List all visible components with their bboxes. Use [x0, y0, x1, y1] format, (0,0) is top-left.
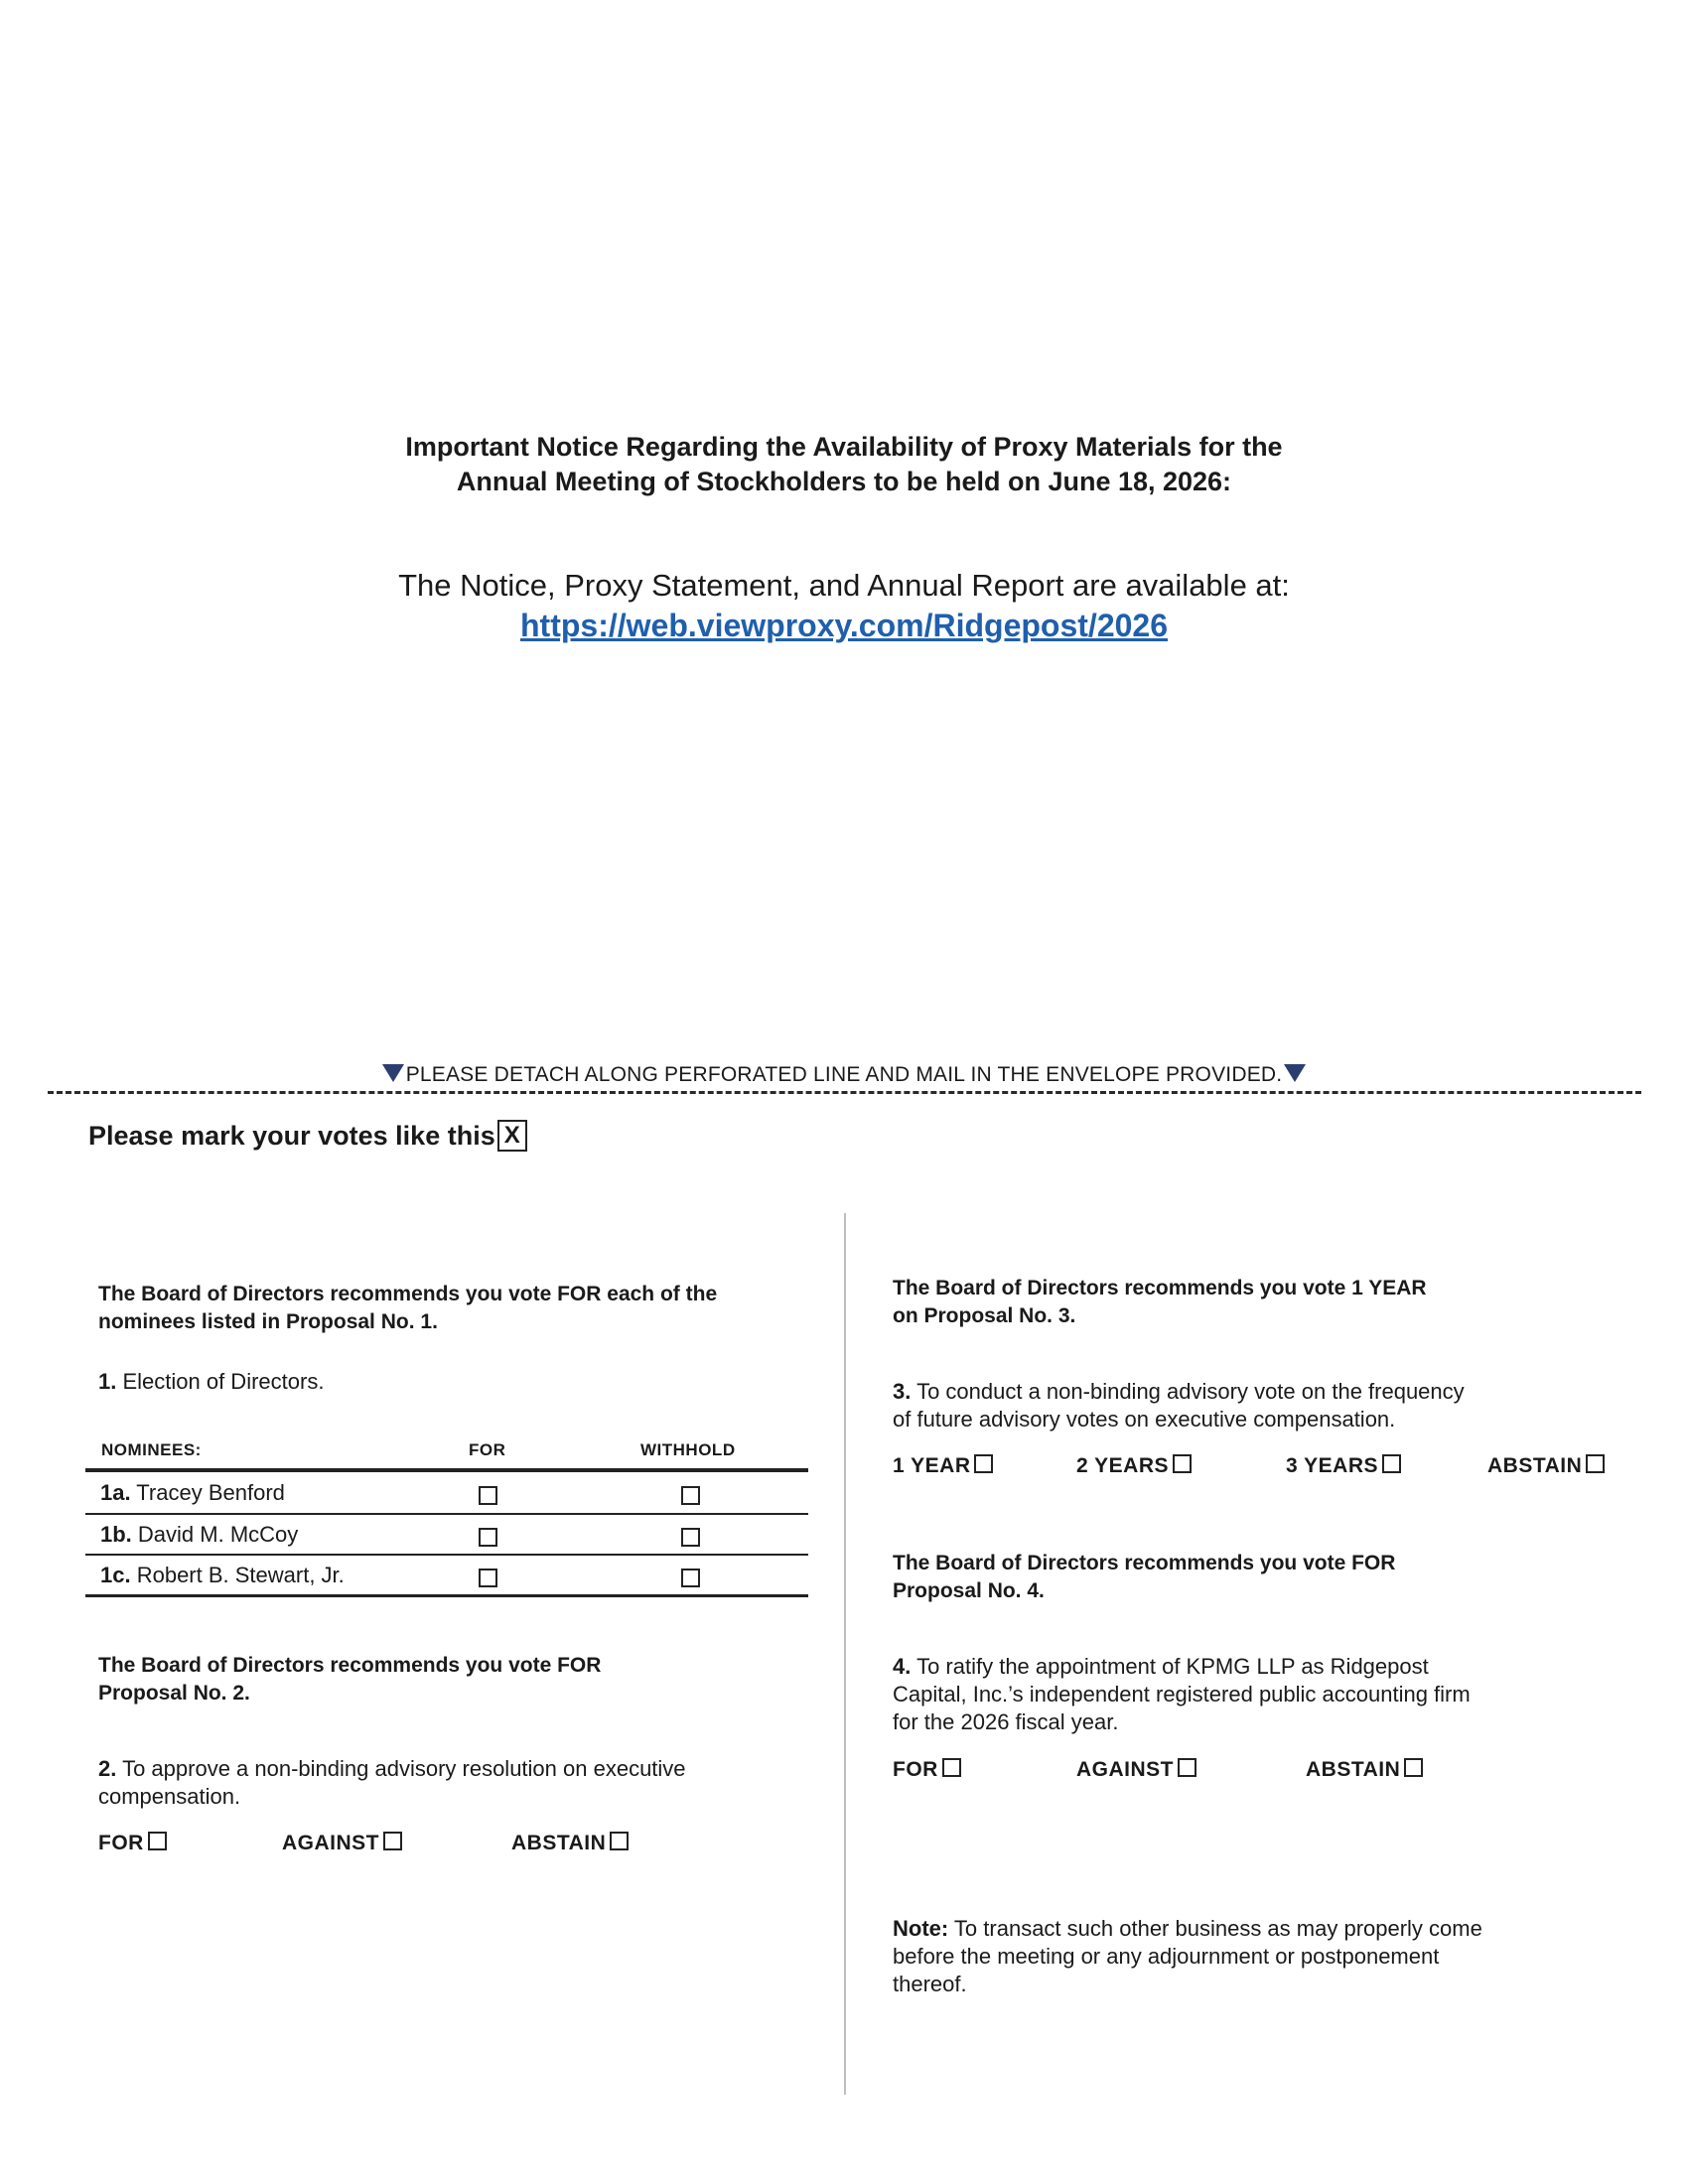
- option-label: 2 YEARS: [1076, 1454, 1169, 1477]
- nominee-1b-for-checkbox[interactable]: [479, 1528, 497, 1547]
- proposal4-text-line3: for the 2026 fiscal year.: [893, 1709, 1119, 1734]
- nominee-name: Robert B. Stewart, Jr.: [130, 1563, 345, 1587]
- option-label: ABSTAIN: [1306, 1758, 1401, 1781]
- note-line1: To transact such other business as may properly come: [948, 1916, 1482, 1941]
- option-label: ABSTAIN: [1487, 1454, 1583, 1477]
- proposal1-title: [98, 1368, 324, 1396]
- table-row: [85, 1555, 808, 1595]
- proposal3-text-line1: To conduct a non-binding advisory vote on the frequency: [911, 1379, 1465, 1404]
- proposal4-abstain-checkbox[interactable]: [1404, 1758, 1423, 1777]
- proposal2-for-checkbox[interactable]: [148, 1832, 167, 1850]
- proposal4-rec-line2: Proposal No. 4.: [893, 1579, 1045, 1602]
- note-line2: before the meeting or any adjournment or postponement: [893, 1944, 1440, 1969]
- proposal3-option-abstain[interactable]: [1487, 1454, 1605, 1478]
- table-bottom-rule: [85, 1594, 808, 1597]
- notice-title-line2: Annual Meeting of Stockholders to be held on June 18, 2026:: [456, 467, 1232, 496]
- proxy-materials-link[interactable]: https://web.viewproxy.com/Ridgepost/2026: [520, 608, 1168, 643]
- proposal3-option-3-years[interactable]: [1286, 1454, 1401, 1478]
- proposal2-abstain-checkbox[interactable]: [610, 1832, 629, 1850]
- proposal2-option-for[interactable]: [98, 1832, 167, 1855]
- proposal4-option-against[interactable]: [1076, 1758, 1196, 1782]
- proposal1-number: 1.: [98, 1369, 117, 1394]
- nominee-id: 1b.: [100, 1522, 132, 1547]
- proposal1-rec-line2: nominees listed in Proposal No. 1.: [98, 1310, 438, 1333]
- table-row: [85, 1472, 808, 1513]
- nominee-1a-for-checkbox[interactable]: [479, 1486, 497, 1505]
- nominee-1a-withhold-checkbox[interactable]: [681, 1486, 700, 1505]
- proposal2-rec-line1: The Board of Directors recommends you vote FOR: [98, 1654, 602, 1677]
- proposal3-rec-line2: on Proposal No. 3.: [893, 1304, 1076, 1327]
- proposal3-number: 3.: [893, 1379, 912, 1404]
- option-label: ABSTAIN: [511, 1832, 607, 1854]
- perforated-line: [48, 1091, 1641, 1094]
- proposal4-rec-line1: The Board of Directors recommends you vote FOR: [893, 1552, 1396, 1574]
- option-label: 1 YEAR: [893, 1454, 971, 1477]
- proposal2-text-line1: To approve a non-binding advisory resolution on executive: [116, 1756, 686, 1781]
- proposal3-option-1-year[interactable]: [893, 1454, 993, 1478]
- detach-instruction: [298, 1063, 1390, 1087]
- table-row: [85, 1514, 808, 1555]
- proposal3-text: [893, 1378, 1465, 1433]
- proposal3-rec-line1: The Board of Directors recommends you vote 1 YEAR: [893, 1277, 1427, 1299]
- for-header: FOR: [469, 1440, 506, 1459]
- example-mark-box: X: [497, 1120, 527, 1152]
- column-divider: [844, 1213, 846, 2095]
- proposal3-abstain-checkbox[interactable]: [1586, 1454, 1605, 1473]
- note-label: Note:: [893, 1916, 949, 1941]
- proposal2-option-against[interactable]: [282, 1832, 402, 1855]
- proposal4-text: [893, 1653, 1471, 1736]
- nominee-id: 1a.: [100, 1480, 131, 1505]
- availability-block: [248, 566, 1440, 646]
- mark-instruction-text: Please mark your votes like this: [88, 1121, 495, 1151]
- note-block: [893, 1915, 1482, 1998]
- proposal2-number: 2.: [98, 1756, 117, 1781]
- down-triangle-icon: [382, 1064, 404, 1082]
- nominee-label: [100, 1522, 298, 1548]
- nominee-1c-for-checkbox[interactable]: [479, 1569, 497, 1587]
- proposal4-recommendation: [893, 1550, 1395, 1605]
- proposal2-against-checkbox[interactable]: [383, 1832, 402, 1850]
- proposal3-text-line2: of future advisory votes on executive compensation.: [893, 1407, 1396, 1432]
- proposal3-2-years-checkbox[interactable]: [1173, 1454, 1192, 1473]
- proposal4-number: 4.: [893, 1654, 912, 1679]
- notice-title: [298, 430, 1390, 499]
- proposal4-against-checkbox[interactable]: [1178, 1758, 1196, 1777]
- proposal2-recommendation: [98, 1652, 601, 1707]
- proposal4-text-line2: Capital, Inc.’s independent registered public accounting firm: [893, 1682, 1471, 1706]
- option-label: AGAINST: [1076, 1758, 1174, 1781]
- proposal3-1-year-checkbox[interactable]: [974, 1454, 993, 1473]
- notice-title-line1: Important Notice Regarding the Availability of Proxy Materials for the: [405, 432, 1283, 462]
- option-label: FOR: [98, 1832, 144, 1854]
- proposal2-option-abstain[interactable]: [511, 1832, 629, 1855]
- nominee-label: [100, 1480, 285, 1506]
- proposal2-rec-line2: Proposal No. 2.: [98, 1682, 250, 1705]
- nominee-1c-withhold-checkbox[interactable]: [681, 1569, 700, 1587]
- down-triangle-icon: [1284, 1064, 1306, 1082]
- proposal2-text-line2: compensation.: [98, 1784, 241, 1809]
- proposal2-text: [98, 1755, 686, 1811]
- proposal4-option-abstain[interactable]: [1306, 1758, 1423, 1782]
- withhold-header: WITHHOLD: [640, 1440, 736, 1459]
- option-label: 3 YEARS: [1286, 1454, 1378, 1477]
- nominee-id: 1c.: [100, 1563, 131, 1587]
- availability-text: The Notice, Proxy Statement, and Annual Report are available at:: [398, 568, 1290, 603]
- note-line3: thereof.: [893, 1972, 967, 1996]
- proposal3-option-2-years[interactable]: [1076, 1454, 1192, 1478]
- nominee-name: Tracey Benford: [130, 1480, 285, 1505]
- proposal4-option-for[interactable]: [893, 1758, 961, 1782]
- proposal1-rec-line1: The Board of Directors recommends you vote FOR each of the: [98, 1283, 718, 1305]
- nominee-1b-withhold-checkbox[interactable]: [681, 1528, 700, 1547]
- proposal4-for-checkbox[interactable]: [942, 1758, 961, 1777]
- proposal4-text-line1: To ratify the appointment of KPMG LLP as Ridgepost: [911, 1654, 1429, 1679]
- proposal1-recommendation: [98, 1281, 717, 1336]
- option-label: AGAINST: [282, 1832, 379, 1854]
- nominee-label: [100, 1563, 345, 1588]
- proposal3-recommendation: [893, 1275, 1427, 1330]
- nominee-name: David M. McCoy: [131, 1522, 299, 1547]
- proposal3-3-years-checkbox[interactable]: [1382, 1454, 1401, 1473]
- detach-text: PLEASE DETACH ALONG PERFORATED LINE AND MAIL IN THE ENVELOPE PROVIDED.: [405, 1063, 1283, 1086]
- mark-instruction: [88, 1121, 527, 1154]
- option-label: FOR: [893, 1758, 938, 1781]
- nominees-header: NOMINEES:: [101, 1440, 202, 1459]
- proposal1-title-text: Election of Directors.: [116, 1369, 325, 1394]
